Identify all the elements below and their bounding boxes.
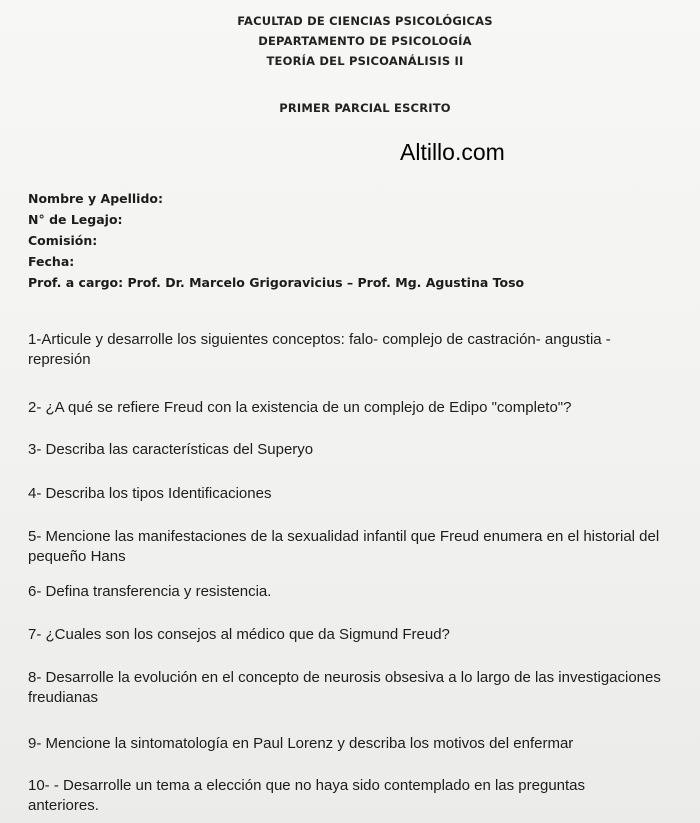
question-item: 8- Desarrolle la evolución en el concepto de neurosis obsesiva a lo largo de las investigaciones freudianas <box>28 669 661 706</box>
course-heading: TEORÍA DEL PSICOANÁLISIS II <box>266 54 464 68</box>
question-item: 9- Mencione la sintomatología en Paul Lorenz y describa los motivos del enfermar <box>28 735 574 752</box>
exam-title: PRIMER PARCIAL ESCRITO <box>279 101 451 115</box>
student-info-fields <box>28 188 524 293</box>
question-item: 4- Describa los tipos Identificaciones <box>28 485 272 502</box>
site-watermark: Altillo.com <box>400 139 505 165</box>
faculty-heading: FACULTAD DE CIENCIAS PSICOLÓGICAS <box>237 14 493 28</box>
department-heading: DEPARTAMENTO DE PSICOLOGÍA <box>258 34 472 48</box>
fecha-field-label: Fecha: <box>28 254 75 269</box>
legajo-field-label: N° de Legajo: <box>28 212 123 227</box>
question-item: 1-Articule y desarrolle los siguientes conceptos: falo- complejo de castración- angustia - represión <box>28 331 611 368</box>
comision-field-label: Comisión: <box>28 233 98 248</box>
question-item: 3- Describa las características del Superyo <box>28 441 314 458</box>
name-field-label: Nombre y Apellido: <box>28 191 164 206</box>
question-item: 6- Defina transferencia y resistencia. <box>28 583 272 600</box>
question-item: 5- Mencione las manifestaciones de la sexualidad infantil que Freud enumera en el historial del pequeño Hans <box>28 528 660 565</box>
question-item: 7- ¿Cuales son los consejos al médico que da Sigmund Freud? <box>28 626 450 643</box>
question-item: 2- ¿A qué se refiere Freud con la existencia de un complejo de Edipo "completo"? <box>28 399 572 416</box>
question-item: 10- - Desarrolle un tema a elección que no haya sido contemplado en las preguntas anteriores. <box>28 777 586 814</box>
professors-field-label: Prof. a cargo: Prof. Dr. Marcelo Grigoravicius – Prof. Mg. Agustina Toso <box>28 275 525 290</box>
